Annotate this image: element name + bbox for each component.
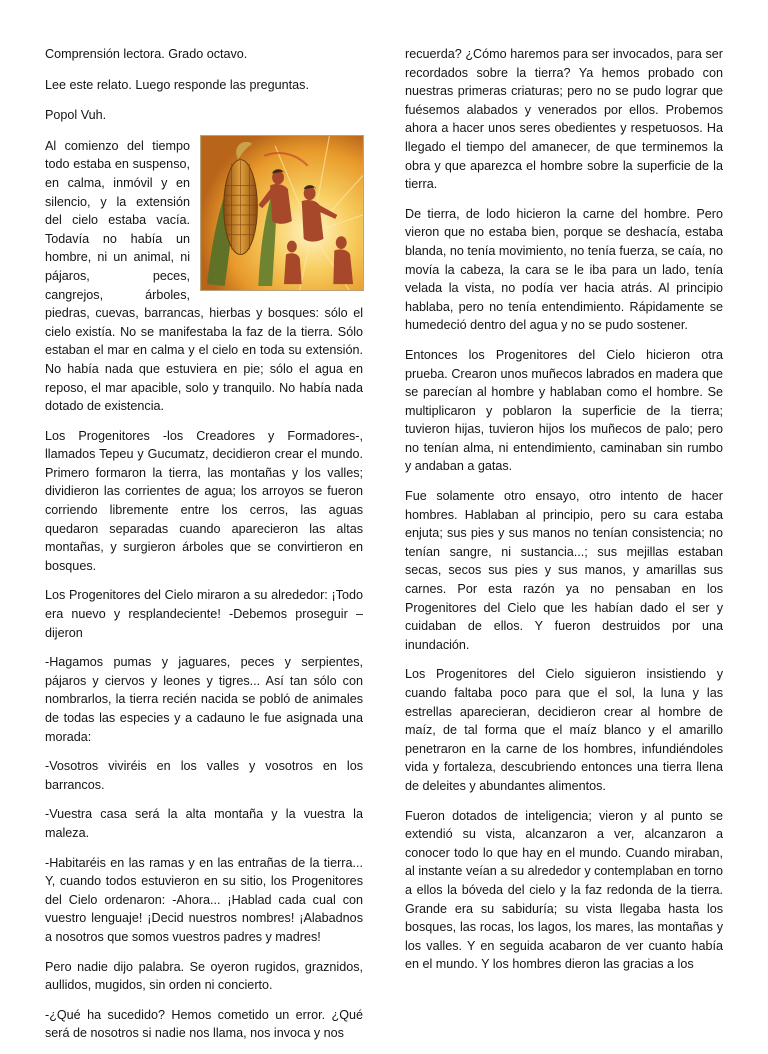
story-title: Popol Vuh. [45, 108, 107, 123]
paragraph-nadie: Pero nadie dijo palabra. Se oyeron rugidos, graznidos, aullidos, mugidos, sin orden ni concierto. [45, 959, 363, 993]
paragraph-miraron: Los Progenitores del Cielo miraron a su alrededor: ¡Todo era nuevo y resplandeciente! -Debemos proseguir – dijeron [45, 588, 363, 640]
instruction-line: Lee este relato. Luego responde las preguntas. [45, 77, 309, 92]
paragraph-ramas: -Habitaréis en las ramas y en las entrañas de la tierra... Y, cuando todos estuvieron en su sitio, los Progenitores del Cielo ordenaron: -Ahora... ¡Hablad cada cual con vuestro lenguaje! ¡Decid nuestros nombres! ¡Alabadnos a nosotros que somos vuestros padres y madres! [45, 855, 363, 944]
illustration-art [201, 136, 363, 290]
paragraph-error: -¿Qué ha sucedido? Hemos cometido un error. ¿Qué será de nosotros si nadie nos llama, nos invoca y nos [45, 1007, 363, 1041]
paragraph-animales: -Hagamos pumas y jaguares, peces y serpientes, pájaros y ciervos y leones y tigres... Así tan sólo con nombrarlos, la tierra recién nacida se pobló de animales de todas las especies y a cadauno le fue asignada una morada: [45, 655, 363, 744]
paragraph-munecos: Entonces los Progenitores del Cielo hicieron otra prueba. Crearon unos muñecos labrados en madera que se parecían al hombre y hablaban como el hombre. Se multiplicaron y poblaron la superficie de la tierra; tuvieron hijas, tuvieron hijos los muñecos de palo; pero no tenían alma, ni entendimiento, caminaban sin rumbo y andaban a gatas. [405, 347, 723, 474]
paragraph-maiz: Los Progenitores del Cielo siguieron insistiendo y cuando faltaba poco para que el sol, la luna y las estrellas aparecieran, decidieron crear al hombre de maíz, de tal forma que el maíz blanco y el amarillo penetraron en la carne de los hombres, infundiéndoles vida y fortaleza, descubriendo entonces una tierra llena de deleites y abundantes alimentos. [405, 667, 723, 793]
maize-creation-illustration [200, 135, 364, 291]
paragraph-inteligencia: Fueron dotados de inteligencia; vieron y al punto se extendió su vista, alcanzaron a ver, alcanzaron a conocer todo lo que hay en el mundo. Cuando miraban, al instante veían a su alrededor y contemplaban en torno a ellos la bóveda del cielo y la faz redonda de la tierra. Grande era su sabiduría; su vista llegaba hasta los bosques, las rocas, los lagos, los mares, las montañas y los valles. Y en seguida acabaron de ver cuanto había en el mundo. Y los hombres dieron las gracias a los [405, 808, 723, 972]
left-column [45, 45, 363, 1054]
right-column [405, 45, 723, 985]
paragraph-tierra-lodo: De tierra, de lodo hicieron la carne del hombre. Pero vieron que no estaba bien, porque se deshacía, estaba blanda, no tenía movimiento, no tenía fuerza, se caía, no movía la cabeza, la cara se le iba para un lado, tenía velada la vista, no podía ver hacia atrás. Al principio hablaba, pero no tenía entendimiento. Rápidamente se humedeció dentro del agua y no se pudo sostener. [405, 206, 723, 333]
paragraph-intro: Al comienzo del tiempo todo estaba en suspenso, en calma, inmóvil y en silencio, y la extensión del cielo estaba vacía. Todavía no había un hombre, ni un animal, ni pájaros, peces, cangrejos, árboles, piedras, cuevas, barrancas, hierbas y bosques: sólo el cielo existía. No se manifestaba la faz de la tierra. Sólo estaban el mar en calma y el cielo en toda su extensión. No había nada que estuviera en pie; sólo el agua en reposo, el mar apacible, solo y tranquilo. No había nada dotado de existencia. [45, 138, 363, 414]
document-title: Comprensión lectora. Grado octavo. [45, 47, 248, 61]
paragraph-montana: -Vuestra casa será la alta montaña y la vuestra la maleza. [45, 807, 363, 840]
paragraph-ensayo: Fue solamente otro ensayo, otro intento de hacer hombres. Hablaban al principio, pero su cara estaba enjuta; sus pies y sus manos no tenían consistencia; no tenían sangre, ni sustancia...; sus mejillas estaban secas, secos sus pies y sus manos, y amarillas sus carnes. Por esta razón ya no pensaban en los Progenitores del Cielo que les habían dado el ser y cuidaban de ellos. Y fueron destruidos por una inundación. [405, 489, 723, 652]
paragraph-valles: -Vosotros viviréis en los valles y vosotros en los barrancos. [45, 759, 363, 792]
paragraph-recuerda: recuerda? ¿Cómo haremos para ser invocados, para ser recordados sobre la tierra? Ya hemos probado con nuestras primeras criaturas; pero no se pudo lograr que fuésemos alabados y venerados por ellos. Probemos ahora a hacer unos seres obedientes y respetuosos. Ha llegado el tiempo del amanecer, de que terminemos la obra y que aparezca el hombre sobre la superficie de la tierra. [405, 47, 723, 192]
paragraph-progenitores: Los Progenitores -los Creadores y Formadores-, llamados Tepeu y Gucumatz, decidieron crear el mundo. Primero formaron la tierra, las montañas y los valles; dividieron las corrientes de agua; los arroyos se fueron corriendo libremente entre los cerros, las aguas quedaron separadas cuando aparecieron las altas montañas, y surgieron árboles que se convirtieron en bosques. [45, 428, 363, 573]
